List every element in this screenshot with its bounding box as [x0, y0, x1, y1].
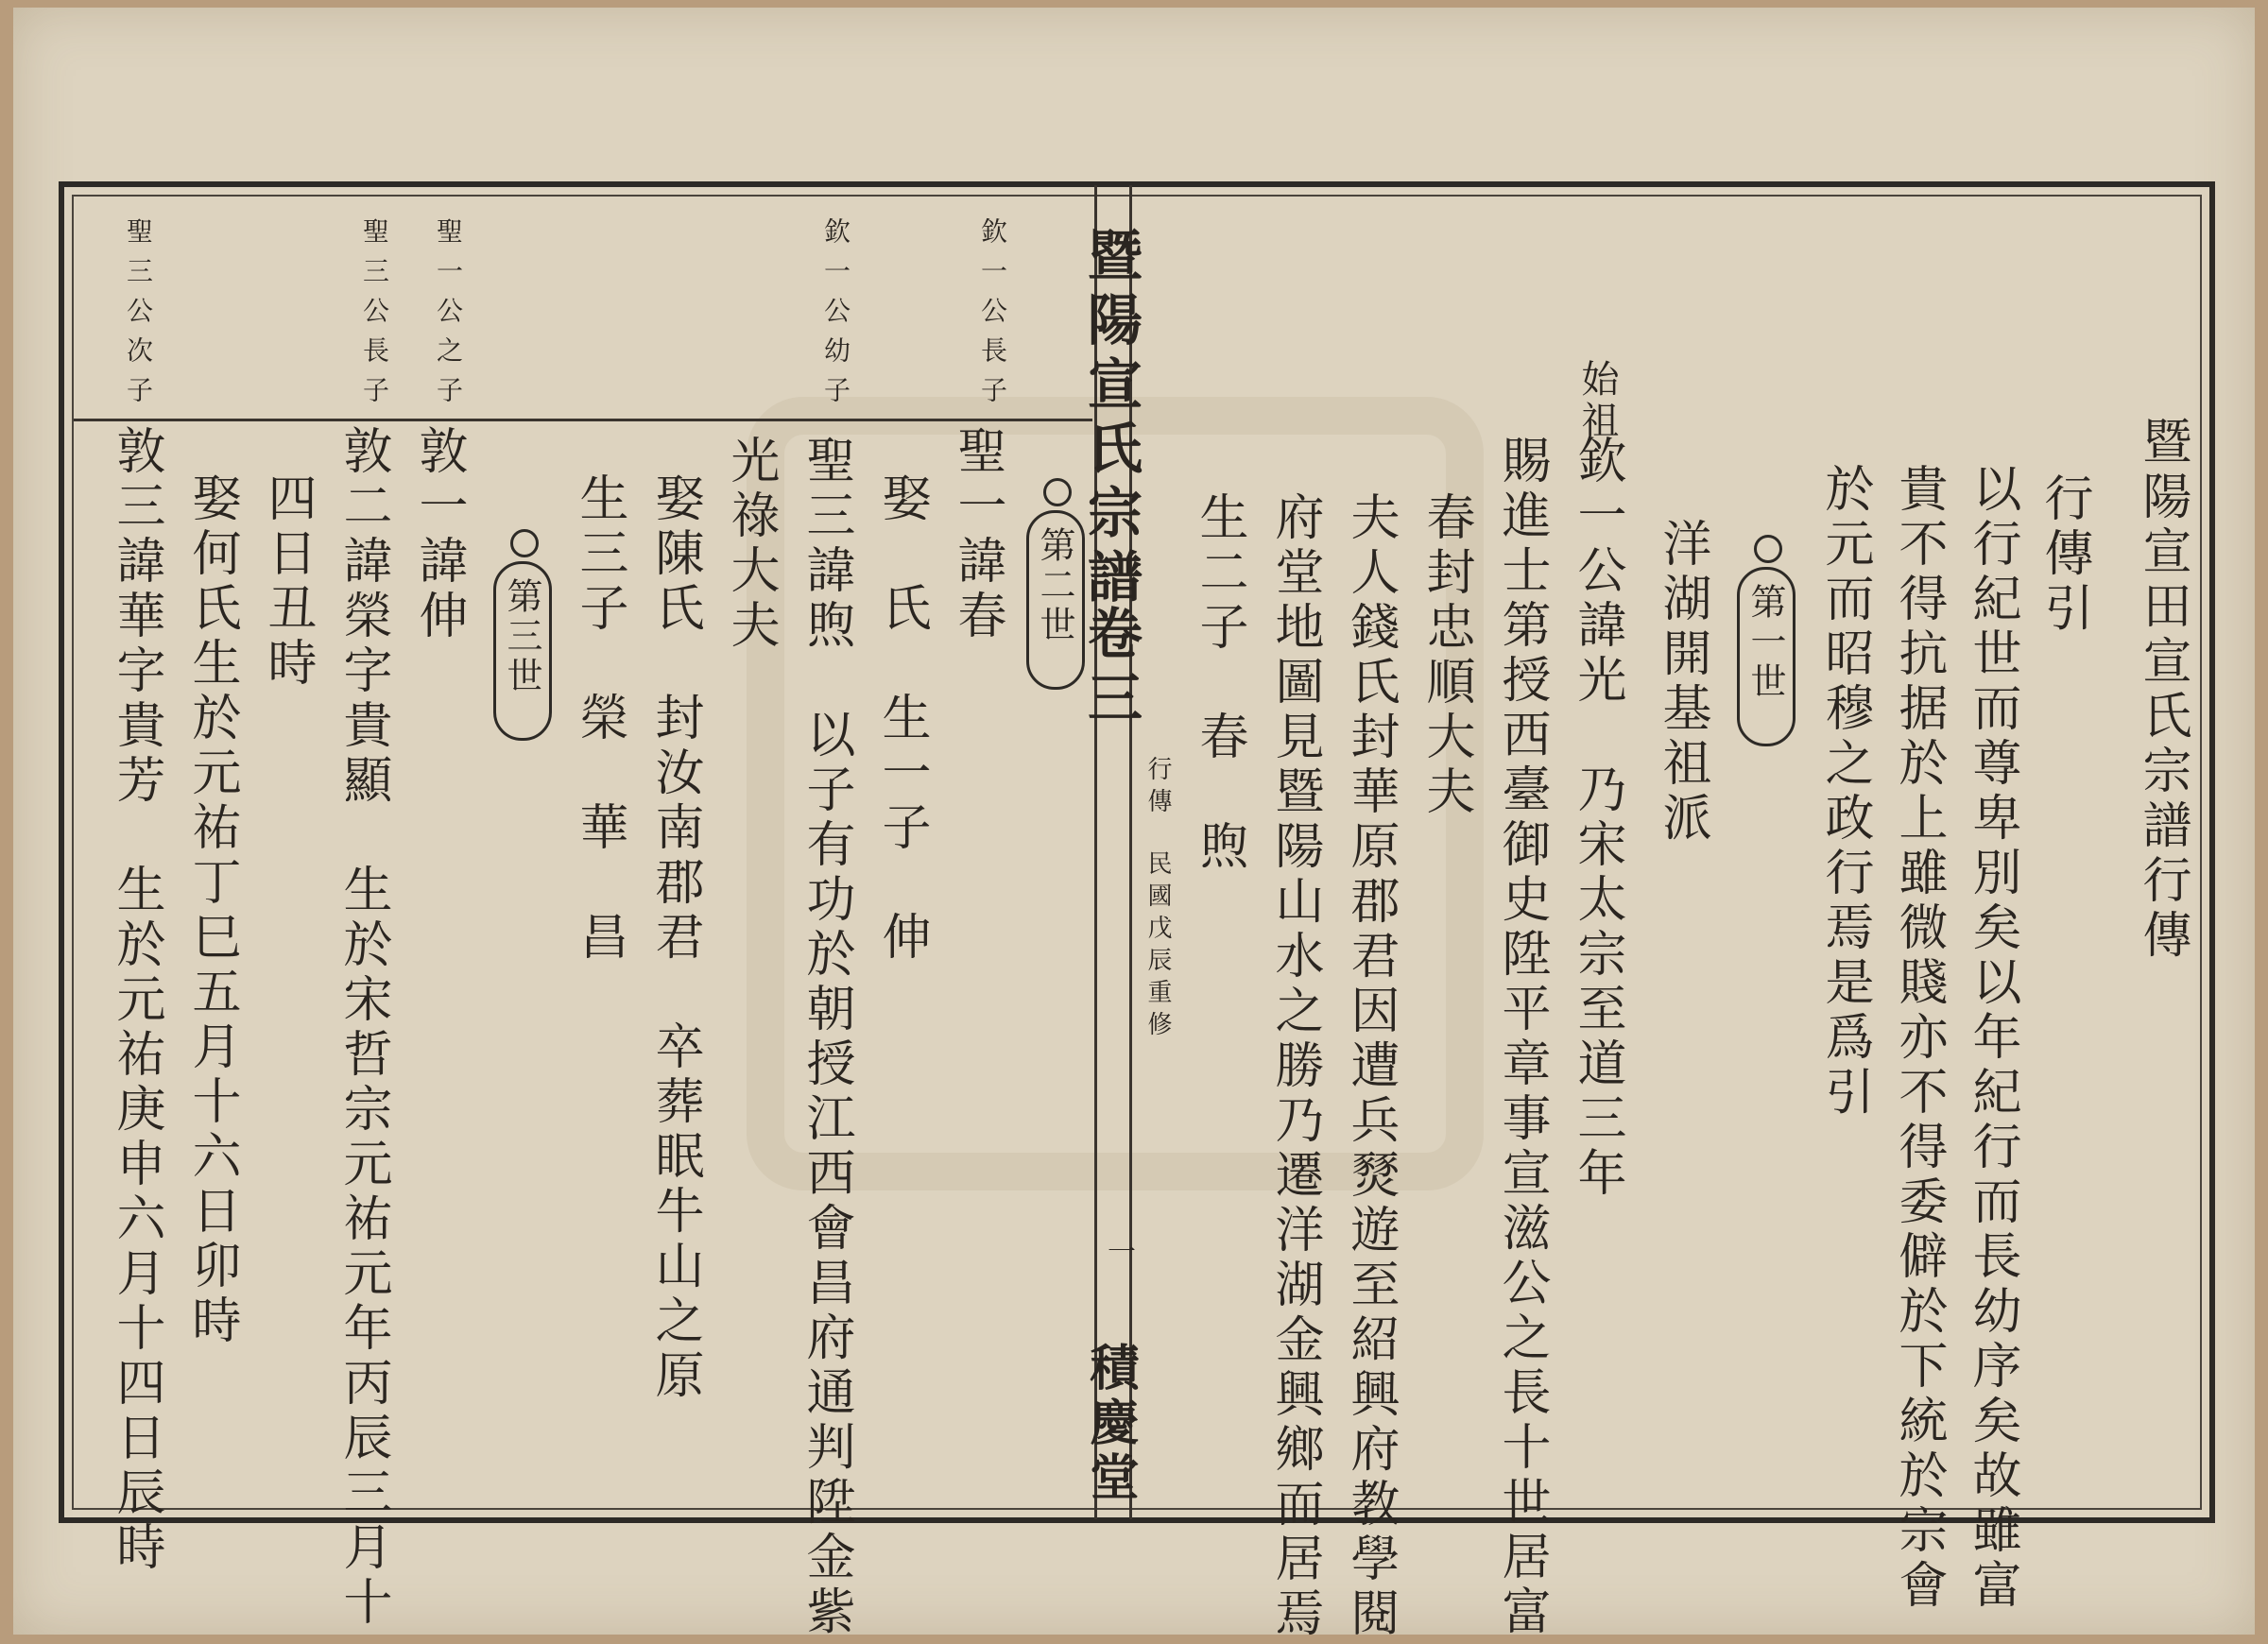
edition-label: 民國戊辰重修 — [1143, 850, 1172, 1043]
book-title: 暨陽宣氏宗譜 — [1078, 227, 1143, 612]
generation-3-label: 第三世 — [501, 577, 542, 696]
generation-1-badge — [1737, 567, 1796, 746]
left-line-6: 生三子 榮 華 昌 — [571, 472, 627, 966]
entry-line-1: 欽一公諱光 乃宋太宗至道三年 — [1569, 435, 1625, 1202]
generation-2-label: 第二世 — [1034, 526, 1075, 645]
left-line-8: 敦二諱榮字貴顯 生於宋哲宗元祐元年丙辰三月十 — [335, 425, 391, 1631]
section-label: 行傳 — [1143, 756, 1172, 820]
header-2: 聖一公之子 — [433, 217, 464, 416]
header-1: 欽一公幼子 — [820, 217, 851, 416]
left-line-5: 娶陳氏 封汝南郡君 卒葬眠牛山之原 — [646, 472, 703, 1404]
preface-heading: 行傳引 — [2036, 472, 2092, 637]
running-title: 暨陽宣田宣氏宗譜行傳 — [2134, 416, 2191, 964]
entry-line-4: 夫人錢氏封華原郡君因遭兵燹遊至紹興府教學閱 — [1342, 491, 1399, 1642]
left-line-3: 聖三諱煦 以子有功於朝授江西會昌府通判陞金紫 — [798, 435, 854, 1640]
left-line-9: 四日丑時 — [259, 472, 316, 692]
hall-name: 積慶堂 — [1081, 1342, 1139, 1506]
preface-line-2: 貴不得抗据於上雖微賤亦不得委僻於下統於宗會 — [1890, 463, 1947, 1614]
left-line-7: 敦一諱伸 — [410, 425, 467, 644]
progenitor-note: 始祖 — [1575, 359, 1619, 442]
lineage-origin: 洋湖開基祖派 — [1654, 518, 1710, 847]
header-divider — [74, 419, 1092, 421]
generation-3-badge — [493, 561, 552, 741]
header-0: 欽一公長子 — [977, 217, 1008, 416]
generation-1-label: 第一世 — [1744, 583, 1786, 702]
left-line-11: 敦三諱華字貴芳 生於元祐庚申六月十四日辰時 — [108, 425, 164, 1576]
generation-marker-circle — [1043, 478, 1072, 506]
volume-label: 卷三 — [1078, 605, 1143, 733]
entry-line-5: 府堂地圖見暨陽山水之勝乃遷洋湖金興鄉而居焉 — [1266, 491, 1323, 1642]
generation-marker-circle — [510, 529, 539, 557]
entry-line-2: 賜進士第授西臺御史陞平章事宣滋公之長十世居富 — [1493, 435, 1550, 1640]
left-line-1: 聖一諱春 — [949, 425, 1005, 644]
left-line-2: 娶 氏 生一子 伸 — [873, 472, 930, 966]
header-4: 聖三公次子 — [123, 217, 154, 416]
generation-2-badge — [1026, 510, 1085, 690]
page-number: 一 — [1108, 1236, 1136, 1269]
left-line-10: 娶何氏生於元祐丁巳五月十六日卯時 — [183, 472, 240, 1349]
preface-line-1: 以行紀世而尊卑別矣以年紀行而長幼序矣故雖富 — [1964, 463, 2020, 1614]
left-line-4: 光祿大夫 — [722, 435, 779, 654]
preface-line-3: 於元而昭穆之政行焉是爲引 — [1816, 463, 1873, 1121]
generation-marker-circle — [1754, 535, 1782, 563]
entry-line-6: 生二子 春 煦 — [1191, 491, 1247, 875]
header-3: 聖三公長子 — [359, 217, 390, 416]
entry-line-3: 春封忠順大夫 — [1418, 491, 1474, 820]
